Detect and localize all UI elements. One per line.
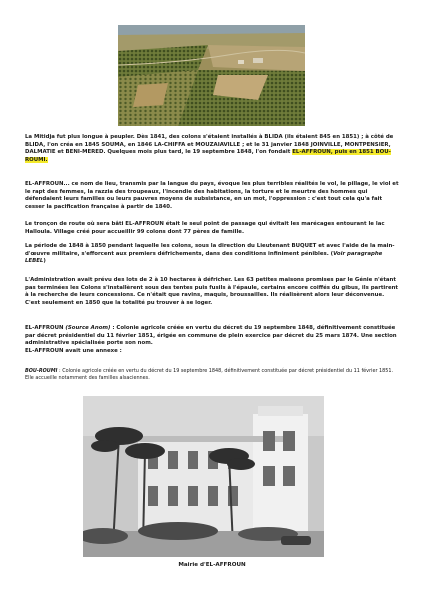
anom-place-name: EL-AFFROUN <box>25 325 64 331</box>
el-affroun-name-text: EL-AFFROUN... ce nom de lieu, transmis par la langue du pays, évoque les plus terribles réalités le vol, le pillage, le viol et le rapt des femmes, la razzia des troupeaux, l'incendie des habitations, la torture et le meurtre des hommes qui défendaient leurs familles ou leurs pauvres moyens de subsistance, en un mot, l'oppression : c'est tout cela qu'a fait cesser la pacification française à partir de 1840. <box>25 181 399 210</box>
photo-caption: Mairie d'EL-AFFROUN <box>178 562 246 568</box>
periode-end: ) <box>43 258 46 265</box>
paragraph-administration <box>25 277 400 307</box>
highlighted-text: EL-AFFROUN, puis en 1851 BOU-ROUMI. <box>25 149 391 163</box>
aerial-photo <box>118 25 305 126</box>
route-text: Le tronçon de route où sera bâti EL-AFFROUN était le seul point de passage qui évitait les marécages entourant le lac Halloula. Village créé pour accueillir 99 colons dont 77 pères de famille. <box>25 221 385 235</box>
paragraph-route <box>25 221 400 236</box>
paragraph-anom <box>25 325 400 355</box>
mitidja-text: La Mitidja fut plus longue à peupler. Dès 1841, des colons s'étaient installés à BLIDA (ils étaient 845 en 1851) ; à côté de BLIDA, l'on créa en 1845 SOUMA, en 1846 LA-CHIFFA et MOUZAIAVILLE ; et le 31 janvier 1848 JOINVILLE, MONTPENSIER, DALMATIE et BENI-MERED. Quelques mois plus tard, le 19 septembre 1848, l'on fondait <box>25 134 394 156</box>
aerial-landscape-image <box>118 25 305 126</box>
paragraph-el-affroun-name <box>25 181 400 211</box>
paragraph-periode <box>25 243 400 266</box>
bou-roumi-name: BOU-ROUMI <box>25 368 58 374</box>
paragraph-mitidja <box>25 134 400 164</box>
bou-roumi-text: : Colonie agricole créée en vertu du décret du 19 septembre 1848, définitivement constituée par décret présidentiel du 11 février 1851. Elle accueille notamment des familles alsaciennes. <box>25 368 394 381</box>
town-hall-image <box>83 396 324 557</box>
anom-source: (Source Anom) <box>65 325 111 331</box>
mairie-photo <box>83 396 324 557</box>
paragraph-bou-roumi <box>25 368 400 382</box>
anom-text: : Colonie agricole créée en vertu du décret du 19 septembre 1848, définitivement constituée par décret présidentiel du 11 février 1851, érigée en commune de plein exercice par décret du 25 mars 1874. Une section administrative spécialisée porte son nom. <box>25 325 397 347</box>
lebel-reference: Voir paragraphe LEBEL <box>25 250 383 265</box>
administration-text: L'Administration avait prévu des lots de 2 à 10 hectares à défricher. Les 63 petites maisons promises par le Génie n'étant pas terminées les Colons s'installèrent sous des tentes puis fusils à l'épaule, certains encore coiffés du gibus, ils partirent à la recherche de leurs concessions. Ce n'était que ravins, maquis, broussailles. Ils réalisèrent alors leur déconvenue. C'est seulement en 1850 que la totalité pu trouver à se loger. <box>25 277 399 306</box>
periode-text: La période de 1848 à 1850 pendant laquelle les colons, sous la direction du Lieutenant BUQUET et avec l'aide de la main-d'œuvre militaire, s'efforcent aux premiers défrichements, dans des conditions infiniment pénibles. ( <box>25 243 395 257</box>
annexe-line: EL-AFFROUN avait une annexe : <box>25 347 122 354</box>
